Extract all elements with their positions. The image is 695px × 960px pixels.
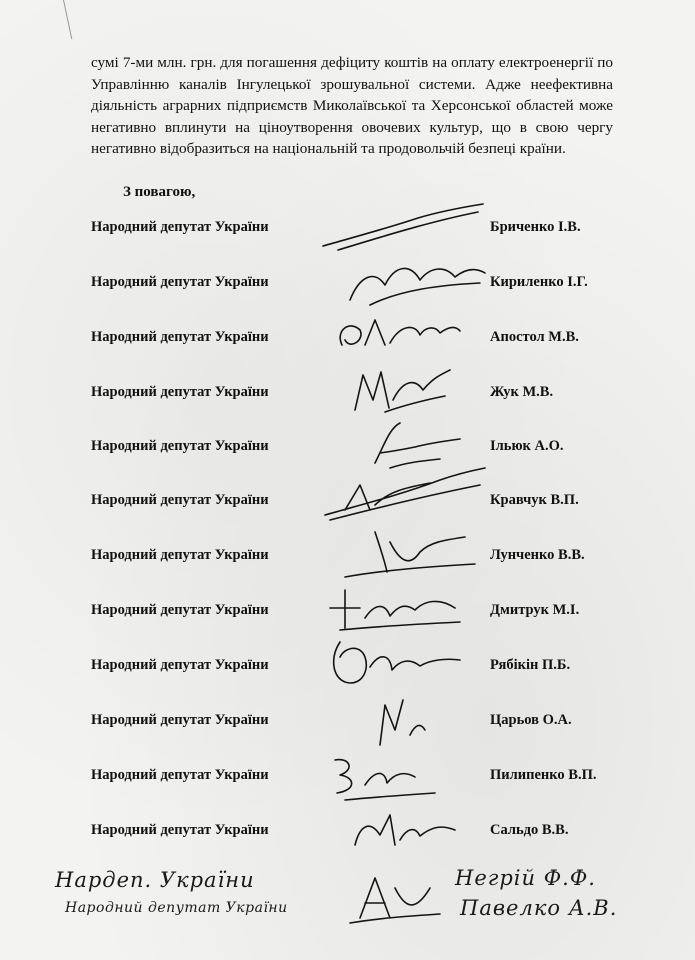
signatory-title: Народний депутат України [91, 657, 269, 673]
signatory-name: Дмитрук М.І. [490, 602, 580, 618]
handwritten-note: Народний депутат України [65, 900, 288, 916]
signatory-row [91, 767, 621, 791]
handwritten-note: Павелко А.В. [460, 896, 618, 920]
signatory-name: Лунченко В.В. [490, 547, 585, 563]
signatory-title: Народний депутат України [91, 492, 269, 508]
handwritten-note: Негрій Ф.Ф. [455, 866, 596, 890]
signatory-row [91, 712, 621, 736]
signatory-name: Бриченко І.В. [490, 219, 581, 235]
signatory-row [91, 547, 621, 571]
signatory-name: Пилипенко В.П. [490, 767, 597, 783]
signatory-row [91, 329, 621, 353]
signatory-title: Народний депутат України [91, 712, 269, 728]
signatory-name: Апостол М.В. [490, 329, 579, 345]
signatory-title: Народний депутат України [91, 822, 269, 838]
signatory-title: Народний депутат України [91, 219, 269, 235]
signatory-title: Народний депутат України [91, 767, 269, 783]
signatory-title: Народний депутат України [91, 602, 269, 618]
letter-greeting: З повагою, [123, 184, 196, 200]
signatory-row [91, 274, 621, 298]
signatory-row [91, 822, 621, 846]
signatory-name: Кравчук В.П. [490, 492, 579, 508]
signatory-name: Кириленко І.Г. [490, 274, 588, 290]
signatory-row [91, 657, 621, 681]
signatory-title: Народний депутат України [91, 384, 269, 400]
signatory-title: Народний депутат України [91, 438, 269, 454]
signatory-row [91, 602, 621, 626]
signatory-row [91, 219, 621, 243]
handwritten-note: Нардеп. України [55, 868, 255, 892]
signatory-title: Народний депутат України [91, 547, 269, 563]
signatory-name: Жук М.В. [490, 384, 554, 400]
signatory-name: Рябікін П.Б. [490, 657, 571, 673]
signatory-name: Царьов О.А. [490, 712, 572, 728]
signatory-name: Сальдо В.В. [490, 822, 569, 838]
signatory-name: Ільюк А.О. [490, 438, 564, 454]
signatory-title: Народний депутат України [91, 329, 269, 345]
letter-paragraph: сумі 7-ми млн. грн. для погашення дефіциту коштів на оплату електроенергії по Управлінню каналів Інгулецької зрошувальної системи. Адже неефективна діяльність аграрних підприємств Миколаївської та Херсонської областей може негативно вплинути на ціноутворення овочевих культур, що в свою чергу негативно відобразиться на національній та продовольчій безпеці країни. [91, 54, 613, 158]
signatory-row [91, 438, 621, 462]
signatory-row [91, 384, 621, 408]
signatory-title: Народний депутат України [91, 274, 269, 290]
signatory-row [91, 492, 621, 516]
